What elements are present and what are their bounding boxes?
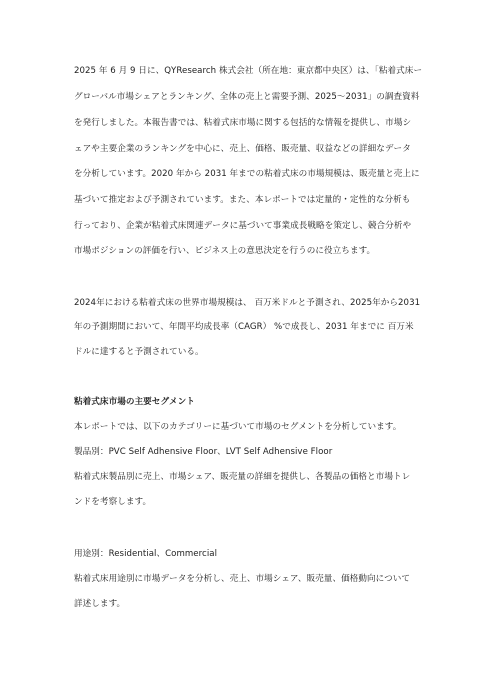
market-size-paragraph-line: ドルに達すると予測されている。 (74, 347, 204, 357)
intro-paragraph-line: を発行しました。本報告書では、粘着式床市場に関する包括的な情報を提供し、市場シ (74, 118, 412, 128)
product-segment-label: 製品別：PVC Self Adhensive Floor、LVT Self Adhensive Floor (74, 447, 333, 457)
intro-paragraph-line: を分析しています。2020 年から 2031 年までの粘着式床の市場規模は、販売量と売上に (74, 169, 420, 179)
intro-paragraph-line: 市場ポジションの評価を行い、ビジネス上の意思決定を行うのに役立ちます。 (74, 246, 376, 256)
intro-paragraph-line: グローバル市場シェアとランキング、全体の売上と需要予測、2025～2031」の調査資料 (74, 92, 420, 102)
application-segment-desc-line: 粘着式床用途別に市場データを分析し、売上、市場シェア、販売量、価格動向について (74, 574, 411, 584)
market-size-paragraph-line: 2024年における粘着式床の世界市場規模は、 百万米ドルと予測され、2025年から2031 (74, 298, 421, 308)
segment-intro: 本レポートでは、以下のカテゴリーに基づいて市場のセグメントを分析しています。 (74, 422, 402, 432)
intro-paragraph-line: 基づいて推定および予測されています。また、本レポートでは定量的・定性的な分析も (74, 195, 411, 205)
segment-heading: 粘着式床市場の主要セグメント (74, 397, 195, 407)
application-segment-desc-line: 詳述します。 (74, 599, 126, 609)
intro-paragraph-line: 行っており、企業が粘着式床関連データに基づいて事業成長戦略を策定し、競合分析や (74, 221, 412, 231)
application-segment-label: 用途別：Residential、Commercial (74, 549, 218, 559)
intro-paragraph-line: ェアや主要企業のランキングを中心に、売上、価格、販売量、収益などの詳細なデータ (74, 144, 411, 154)
product-segment-desc-line: 粘着式床製品別に売上、市場シェア、販売量の詳細を提供し、各製品の価格と市場トレ (74, 472, 411, 482)
product-segment-desc-line: ンドを考察します。 (74, 497, 152, 507)
market-size-paragraph-line: 年の予測期間において、年間平均成長率（CAGR） %で成長し、2031 年までに 百万米 (74, 322, 414, 332)
intro-paragraph-line: 2025 年 6 月 9 日に、QYResearch 株式会社（所在地：東京都中央区）は、「粘着式床ー (74, 66, 423, 76)
